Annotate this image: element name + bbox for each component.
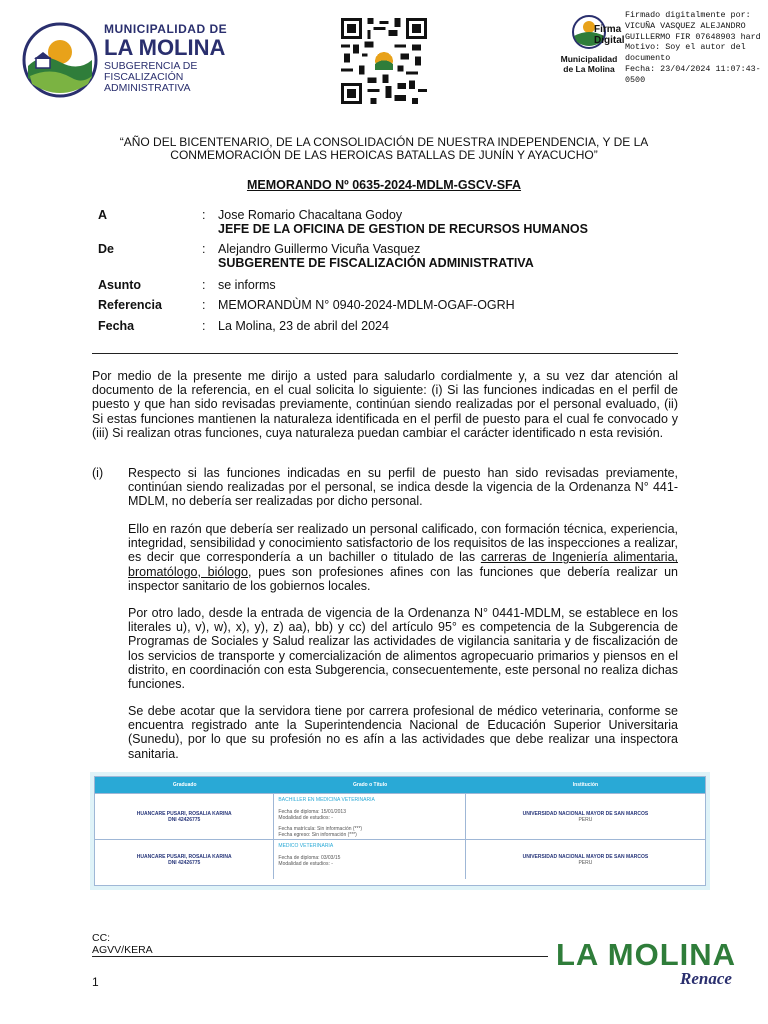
firma-muni-line: de La Molina — [563, 64, 615, 74]
degree-name: MEDICO VETERINARIA — [278, 843, 334, 849]
table-header — [95, 777, 705, 793]
institution-name: UNIVERSIDAD NACIONAL MAYOR DE SAN MARCOS — [522, 810, 649, 817]
graduate-name: HUANCARE PUSARI, ROSALIA KARINA — [136, 810, 232, 817]
field-colon: : — [202, 278, 206, 292]
firma-line: Firma — [594, 24, 622, 35]
firma-line: Digital — [594, 35, 625, 46]
firma-muni-line: Municipalidad — [560, 54, 618, 64]
degree-detail: Modalidad de estudios: - — [278, 815, 333, 821]
recipient-name: Jose Romario Chacaltana Godoy — [218, 208, 403, 222]
field-value — [218, 242, 534, 270]
brand-main-text: LA MOLINA — [556, 937, 737, 972]
degree-detail: Fecha egreso: Sin información (***) — [278, 832, 357, 838]
field-label: Referencia — [98, 298, 162, 312]
field-value — [218, 208, 588, 236]
paragraph-2-text: pues son profesiones afines con las funciones que debería realizar un inspector sanitario de los gobiernos locales. — [128, 564, 678, 593]
table-row — [95, 839, 705, 879]
brand-sub-text: Renace — [680, 969, 732, 988]
initials: AGVV/KERA — [92, 944, 153, 956]
institution-country: PERU — [578, 859, 593, 866]
degree-detail: Fecha matrícula: Sin información (***) — [278, 826, 363, 832]
firma-municipality — [556, 54, 622, 74]
paragraph-1: Respecto si las funciones indicadas en su perfil de puesto han sido revisadas previamente, continúan siendo realizadas por el personal, se indica desde la vigencia de la Ordenanza N° 441-MDLM, no debería ser realizadas por dicho personal. — [128, 466, 678, 509]
field-label: De — [98, 242, 114, 256]
field-colon: : — [202, 242, 206, 256]
cc-block — [92, 932, 153, 956]
institution-cell — [466, 794, 705, 839]
field-colon: : — [202, 208, 206, 222]
degree-cell — [274, 840, 465, 879]
digital-signature-text: Firmado digitalmente por: VICUÑA VASQUEZ ALEJANDRO GUILLERMO FIR 07648903 hard Motivo: Soy el autor del documento Fecha: 23/04/2024 11:07:43-0500 — [625, 10, 761, 85]
recipient-title: JEFE DE LA OFICINA DE GESTION DE RECURSOS HUMANOS — [218, 222, 588, 236]
institution-name: UNIVERSIDAD NACIONAL MAYOR DE SAN MARCOS — [522, 853, 649, 860]
paragraph-2-text: Ello en razón que debería ser realizado un personal calificado, con formación técnica, experiencia, integridad, sensibilidad y conocimiento satisfactorio de los requisitos de las inspecciones a realizar, es decir que correspondería a un bachiller o titulado de las — [128, 522, 678, 565]
paragraph-2 — [128, 522, 678, 593]
intro-paragraph: Por medio de la presente me dirijo a usted para saludarlo cordialmente y, a su vez dar atención al documento de la referencia, en el cual solicita lo siguiente: (i) Si las funciones indicadas en el perfil de puesto y que han sido revisadas previamente, continúan siendo realizadas por el personal evaluado, (ii) Si estas funciones mantienen la naturaleza identificada en el perfil de puesto para el cual fe convocado y (iii) Si realizan otras funciones, cuya naturaleza puedan cambiar el carácter identificado n esta revisión. — [92, 369, 678, 440]
logo-subtitle — [104, 61, 227, 94]
column-header: Institución — [572, 782, 599, 788]
field-label: Asunto — [98, 278, 142, 292]
municipal-logo — [22, 20, 242, 100]
graduate-cell — [95, 794, 274, 839]
subject-value: se informs — [218, 278, 276, 292]
footer-divider — [92, 956, 548, 957]
sender-title: SUBGERENTE DE FISCALIZACIÓN ADMINISTRATIVA — [218, 256, 534, 270]
page-number: 1 — [92, 975, 99, 989]
logo-big-text: LA MOLINA — [104, 35, 226, 60]
column-header: Grado o Título — [353, 782, 388, 788]
degree-name: BACHILLER EN MEDICINA VETERINARIA — [278, 797, 375, 803]
divider — [92, 353, 678, 354]
sender-name: Alejandro Guillermo Vicuña Vasquez — [218, 242, 421, 256]
careers-underlined: carreras de Ingeniería alimentaria, bromatólogo, biólogo, — [128, 550, 678, 579]
degree-cell — [274, 794, 465, 839]
memo-title: MEMORANDO Nº 0635-2024-MDLM-GSCV-SFA — [246, 178, 522, 192]
paragraph-4: Se debe acotar que la servidora tiene por carrera profesional de médico veterinaria, conforme se encuentra registrado ante la Superintendencia Nacional de Educación Superior Universitaria (Sunedu), por lo que su profesión no es afín a las actividades que debe realizar una inspectora sanitaria. — [128, 704, 678, 761]
graduate-cell — [95, 840, 274, 879]
paragraph-3: Por otro lado, desde la entrada de vigencia de la Ordenanza N° 0441-MDLM, se establece en los literales u), v), w), x), y), z) aa), bb) y cc) del artículo 95° es competencia de la Subgerencia de Programas de Sociales y Salud realizar las actividades de vigilancia sanitaria y de fiscalización de los servicios de transporte y comercialización de alimentos agropecuario primarios y piensos en el distrito, en coordinación con esta Subgerencia, consecuentemente, este personal no realiza dichas funciones. — [128, 606, 678, 692]
graduate-name: HUANCARE PUSARI, ROSALIA KARINA — [136, 853, 232, 860]
field-label: Fecha — [98, 319, 135, 333]
municipal-emblem-icon — [22, 22, 98, 98]
graduate-dni: DNI 42426775 — [168, 859, 201, 866]
logo-small-text: MUNICIPALIDAD DE — [104, 22, 228, 36]
date-value: La Molina, 23 de abril del 2024 — [218, 319, 389, 333]
qr-code-icon — [338, 18, 430, 104]
cc-label: CC: — [92, 932, 111, 944]
reference-value: MEMORANDÙM N° 0940-2024-MDLM-OGAF-OGRH — [218, 298, 515, 312]
item-label: (i) — [92, 466, 104, 480]
firma-digital-label — [594, 24, 625, 46]
logo-sub-line: SUBGERENCIA DE — [104, 60, 198, 72]
table-row — [95, 793, 705, 839]
field-colon: : — [202, 319, 206, 333]
logo-sub-line: ADMINISTRATIVA — [104, 82, 191, 94]
degree-detail: Modalidad de estudios: - — [278, 861, 333, 867]
column-header: Graduado — [172, 782, 197, 788]
graduate-dni: DNI 42426775 — [168, 816, 201, 823]
degree-detail: Fecha de diploma: 03/03/15 — [278, 855, 341, 861]
year-motto: “AÑO DEL BICENTENARIO, DE LA CONSOLIDACIÓN DE NUESTRA INDEPENDENCIA, Y DE LA CONMEMORACIÓN DE LAS HEROICAS BATALLAS DE JUNÍN Y AYACUCHO” — [119, 135, 649, 162]
la-molina-renace-logo — [556, 937, 756, 997]
institution-cell — [466, 840, 705, 879]
institution-country: PERU — [578, 816, 593, 823]
logo-sub-line: FISCALIZACIÓN — [104, 71, 184, 83]
field-colon: : — [202, 298, 206, 312]
sunedu-table — [90, 772, 710, 890]
field-label: A — [98, 208, 108, 222]
degree-detail: Fecha de diploma: 15/01/2013 — [278, 809, 346, 815]
